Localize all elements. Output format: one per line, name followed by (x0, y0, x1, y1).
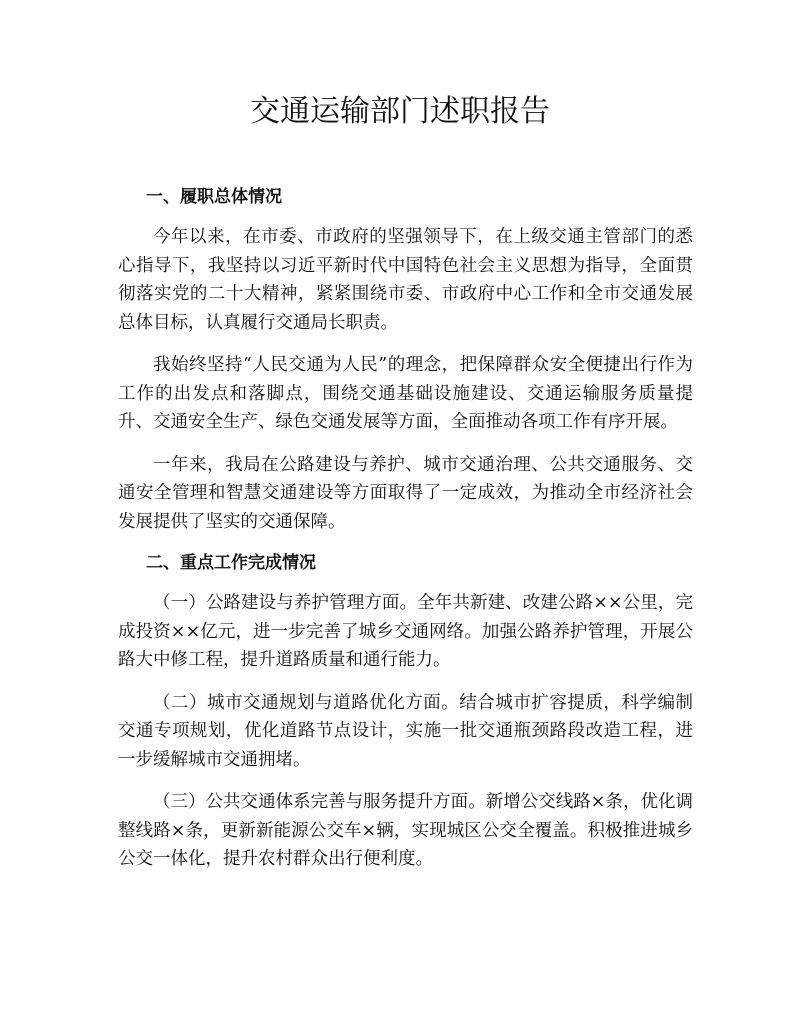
document-title: 交通运输部门述职报告 (250, 94, 550, 129)
paragraph: （二）城市交通规划与道路优化方面。结合城市扩容提质，科学编制交通专项规划，优化道路节点设计，实施一批交通瓶颈路段改造工程，进一步缓解城市交通拥堵。 (118, 692, 693, 770)
section-key-work (118, 550, 693, 874)
paragraph: 一年来，我局在公路建设与养护、城市交通治理、公共交通服务、交通安全管理和智慧交通建设等方面取得了一定成效，为推动全市经济社会发展提供了坚实的交通保障。 (118, 454, 693, 532)
paragraph: 今年以来，在市委、市政府的坚强领导下，在上级交通主管部门的悉心指导下，我坚持以习近平新时代中国特色社会主义思想为指导，全面贯彻落实党的二十大精神，紧紧围绕市委、市政府中心工作和全市交通发展总体目标，认真履行交通局长职责。 (118, 227, 693, 333)
section-heading: 二、重点工作完成情况 (146, 553, 316, 573)
section-heading: 一、履职总体情况 (146, 187, 282, 207)
paragraph: （三）公共交通体系完善与服务提升方面。新增公交线路×条，优化调整线路×条，更新新能源公交车×辆，实现城区公交全覆盖。积极推进城乡公交一体化，提升农村群众出行便利度。 (118, 792, 693, 869)
section-performance-overview (118, 184, 693, 536)
document-body (118, 184, 693, 888)
paragraph: （一）公路建设与养护管理方面。全年共新建、改建公路××公里，完成投资××亿元，进一步完善了城乡交通网络。加强公路养护管理，开展公路大中修工程，提升道路质量和通行能力。 (118, 593, 693, 670)
paragraph: 我始终坚持“人民交通为人民”的理念，把保障群众安全便捷出行作为工作的出发点和落脚点，围绕交通基础设施建设、交通运输服务质量提升、交通安全生产、绿色交通发展等方面，全面推动各项工作有序开展。 (118, 355, 693, 432)
